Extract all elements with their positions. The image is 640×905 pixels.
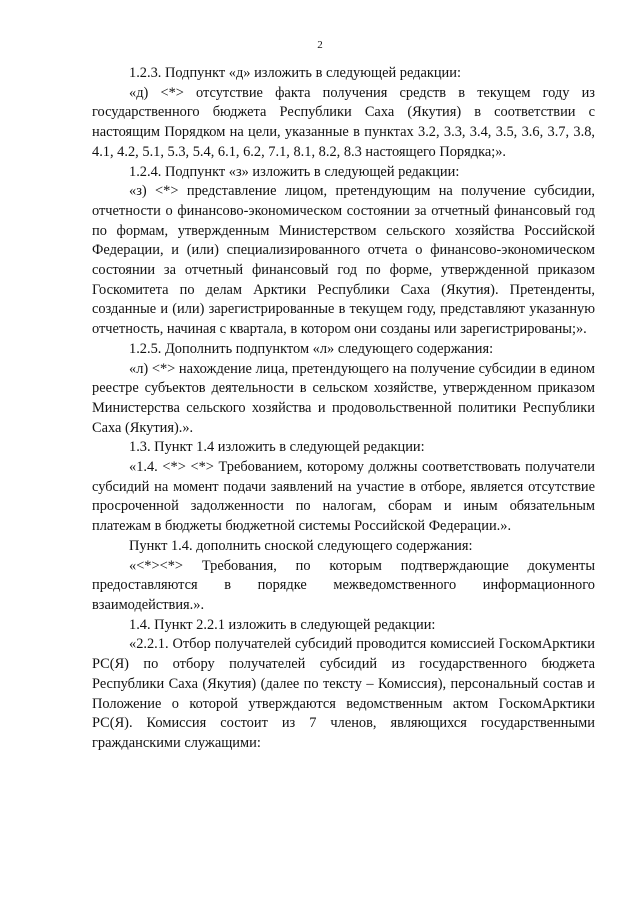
paragraph-footnote-heading: Пункт 1.4. дополнить сноской следующего содержания: xyxy=(129,537,473,554)
paragraph-subpoint-z: «з) <*> представление лицом, претендующим на получение субсидии, отчетности о финансово-экономическом состоянии за отчетный финансовый год по формам, утвержденным Министерством сельского хозяйства Российской Федерации, и (или) специализированного отчета о финансово-экономическом состоянии за отчетный финансовый год по форме, утвержденной приказом Госкомитета по делам Арктики Республики Саха (Якутия). Претенденты, созданные и (или) зарегистрированные в текущем году, представляют указанную отчетность, начиная с квартала, в котором они созданы или зарегистрированы;». xyxy=(92,183,595,338)
paragraph-1-3-heading: 1.3. Пункт 1.4 изложить в следующей редакции: xyxy=(129,439,425,456)
paragraph-footnote-text: «<*><*> Требования, по которым подтверждающие документы предоставляются в порядке межведомственного информационного взаимодействия.». xyxy=(92,557,595,613)
paragraph-point-1-4: «1.4. <*> <*> Требованием, которому должны соответствовать получатели субсидий на момент подачи заявлений на участие в отборе, является отсутствие просроченной задолженности по налогам, сборам и иным обязательным платежам в бюджеты бюджетной системы Российской Федерации.». xyxy=(92,459,595,535)
document-body xyxy=(92,64,595,754)
paragraph-subpoint-d: «д) <*> отсутствие факта получения средств в текущем году из государственного бюджета Республики Саха (Якутия) в соответствии с настоящим Порядком на цели, указанные в пунктах 3.2, 3.3, 3.4, 3.5, 3.6, 3.7, 3.8, 4.1, 4.2, 5.1, 5.3, 5.4, 6.1, 6.2, 7.1, 8.1, 8.2, 8.3 настоящего Порядка;». xyxy=(92,84,595,160)
paragraph-subpoint-l: «л) <*> нахождение лица, претендующего на получение субсидии в едином реестре субъектов деятельности в сельском хозяйстве, утвержденном приказом Министерства сельского хозяйства и продовольственной политики Республики Саха (Якутия).». xyxy=(92,360,595,436)
paragraph-1-2-4-heading: 1.2.4. Подпункт «з» изложить в следующей редакции: xyxy=(129,163,460,180)
paragraph-1-2-5-heading: 1.2.5. Дополнить подпунктом «л» следующего содержания: xyxy=(129,340,494,357)
paragraph-point-2-2-1: «2.2.1. Отбор получателей субсидий проводится комиссией ГоскомАрктики РС(Я) по отбору получателей субсидий из государственного бюджета Республики Саха (Якутия) (далее по тексту – Комиссия), персональный состав и Положение о которой утверждаются ведомственным актом ГоскомАрктики РС(Я). Комиссия состоит из 7 членов, являющихся государственными гражданскими служащими: xyxy=(92,636,595,751)
paragraph-1-4-heading: 1.4. Пункт 2.2.1 изложить в следующей редакции: xyxy=(129,616,436,633)
page-number: 2 xyxy=(317,39,323,51)
paragraph-1-2-3-heading: 1.2.3. Подпункт «д» изложить в следующей редакции: xyxy=(129,65,461,81)
